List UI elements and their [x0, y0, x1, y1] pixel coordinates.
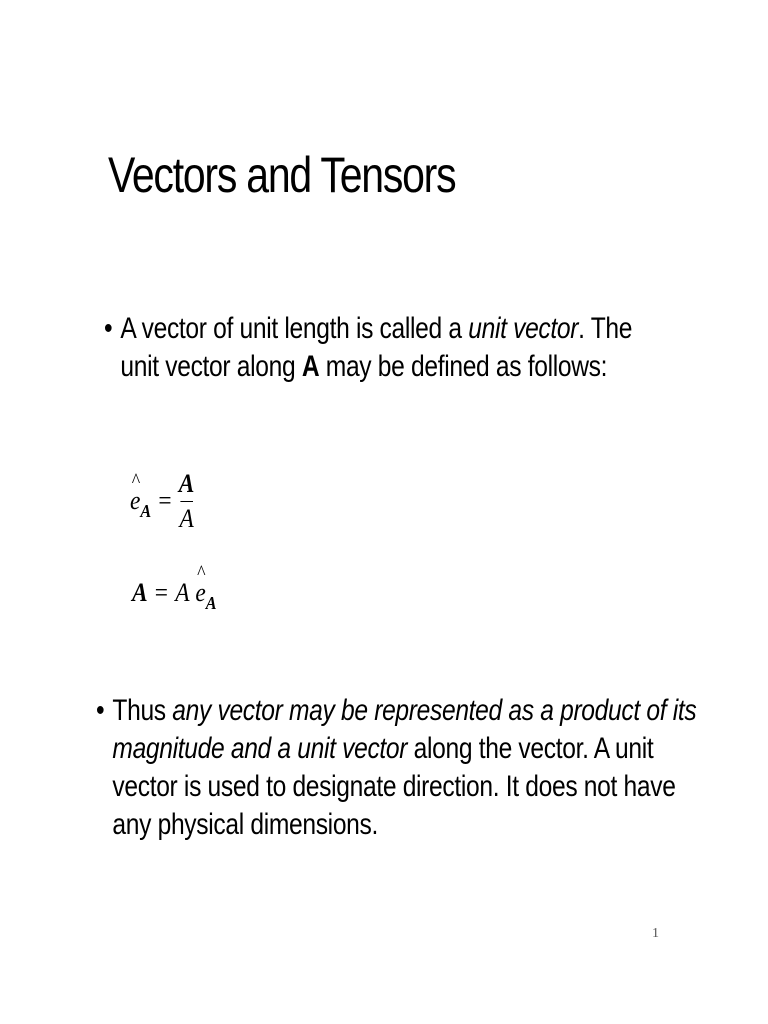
bullet1-text-a: A vector of unit length is called a: [120, 312, 469, 345]
equation-vector-decomposition: [132, 562, 217, 613]
bullet-marker: •: [96, 694, 105, 727]
bullet2-text-a: Thus: [112, 694, 173, 727]
bullet-unit-vector-definition: [104, 310, 633, 386]
equals-sign: =: [154, 578, 169, 607]
equation1-lhs: [130, 470, 152, 521]
hat-accent: ^: [131, 470, 141, 492]
hat-accent: ^: [197, 562, 206, 584]
equation2-lhs-vector: A: [132, 578, 148, 607]
bullet2-italic-a: any vector may be represented as a product of its: [172, 694, 697, 727]
fraction: [178, 468, 195, 533]
unit-vector-symbol: e: [130, 486, 141, 515]
unit-vector-subscript: A: [140, 501, 152, 521]
bullet2-italic-b: magnitude and a unit vector: [112, 732, 408, 765]
bullet-vector-representation: [96, 692, 697, 844]
bullet1-line2: [104, 348, 629, 386]
fraction-denominator: A: [179, 503, 194, 533]
equation-unit-vector: [130, 456, 194, 546]
bullet2-line3: vector is used to designate direction. It does not have: [112, 770, 676, 803]
bullet2-line1: [96, 692, 697, 730]
bullet1-italic-term: unit vector: [468, 312, 579, 345]
bullet1-text-b: . The: [578, 312, 633, 345]
bullet1-line2-text-a: unit vector along: [120, 350, 302, 383]
bullet1-bold-vector: A: [301, 350, 320, 383]
page-number: 1: [652, 926, 659, 941]
magnitude-symbol: A: [175, 578, 190, 607]
fraction-numerator: A: [178, 468, 195, 498]
equals-sign: =: [158, 486, 172, 515]
slide-title: Vectors and Tensors: [108, 147, 456, 203]
bullet1-line2-text-b: may be defined as follows:: [319, 350, 608, 383]
bullet-marker: •: [104, 312, 113, 345]
bullet2-text-b: along the vector. A unit: [407, 732, 654, 765]
bullet2-line4: any physical dimensions.: [112, 808, 379, 841]
unit-vector-subscript: A: [205, 593, 217, 613]
unit-vector-symbol: e: [195, 578, 206, 607]
bullet2-line2: [96, 730, 654, 768]
bullet1-line1: [104, 310, 633, 348]
